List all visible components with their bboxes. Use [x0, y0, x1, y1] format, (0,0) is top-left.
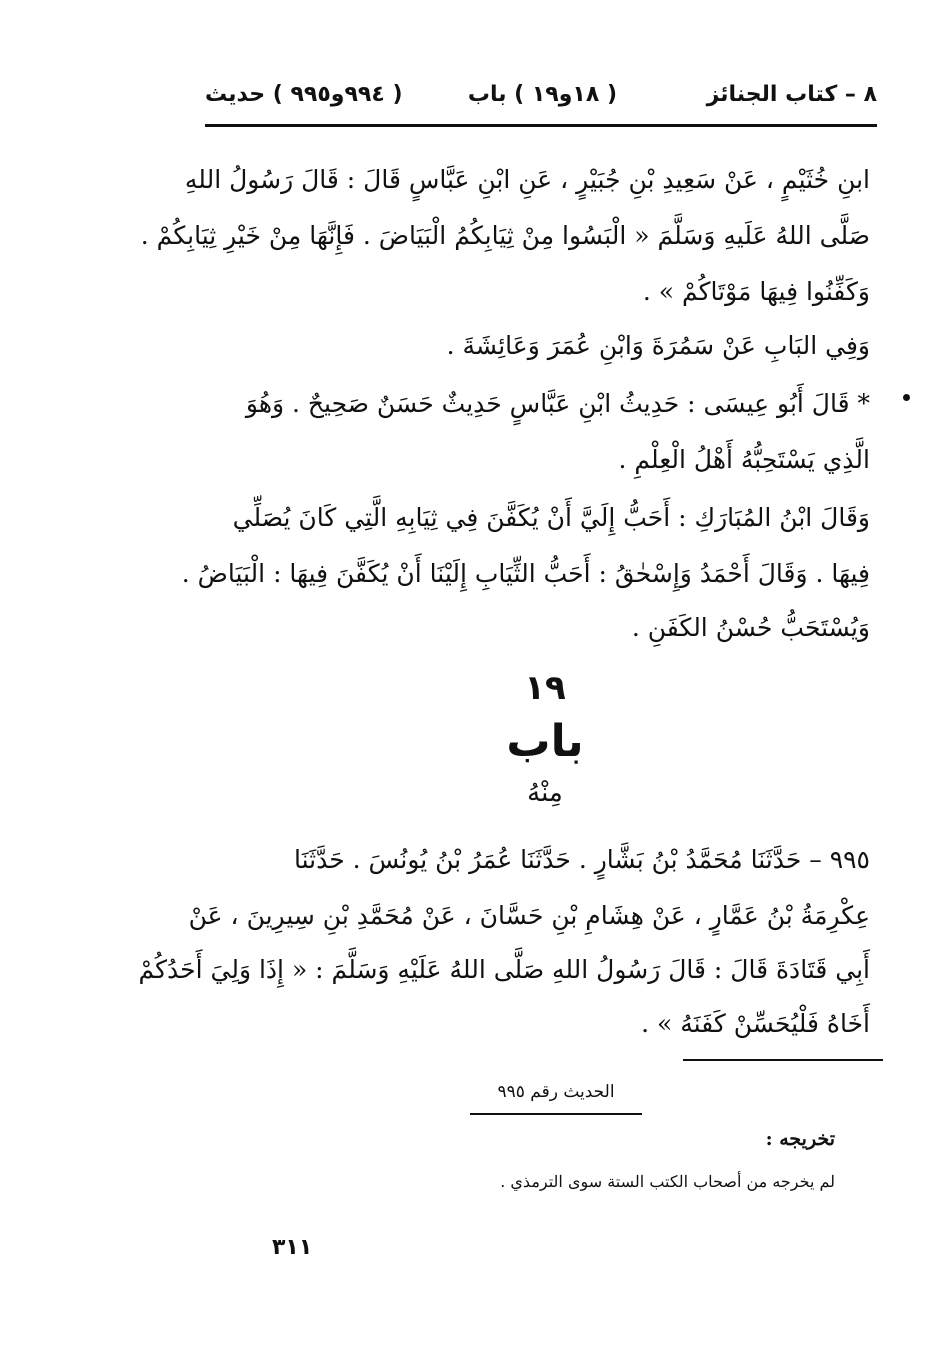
header-divider	[205, 124, 877, 127]
footnote-label: تخريجه :	[765, 1128, 835, 1150]
hadith-line-2: عِكْرِمَةُ بْنُ عَمَّارٍ ، عَنْ هِشَامِ بْنِ حَسَّانَ ، عَنْ مُحَمَّدِ بْنِ سِيرِينَ ، عَنْ	[188, 901, 870, 930]
body-line-4: وَفِي البَابِ عَنْ سَمُرَةَ وَابْنِ عُمَرَ وَعَائِشَةَ .	[446, 331, 870, 360]
header-hadith-range: ( ٩٩٤و٩٩٥ ) حديث	[205, 82, 403, 107]
hadith-line-4: أَخَاهُ فَلْيُحَسِّنْ كَفَنَهُ » .	[641, 1009, 870, 1038]
body-line-1: ابنِ خُثَيْمٍ ، عَنْ سَعِيدِ بْنِ جُبَيْرٍ ، عَنِ ابْنِ عَبَّاسٍ قَالَ : قَالَ رَسُولُ اللهِ	[184, 165, 870, 194]
chapter-title: باب	[506, 716, 584, 767]
hadith-line-1: ٩٩٥ – حَدَّثَنَا مُحَمَّدُ بْنُ بَشَّارٍ . حَدَّثَنَا عُمَرُ بْنُ يُونُسَ . حَدَّثَنَا	[293, 845, 870, 874]
body-line-3: وَكَفِّنُوا فِيهَا مَوْتَاكُمْ » .	[642, 277, 870, 306]
footnote-title-underline	[470, 1113, 642, 1115]
header-chapter-range: ( ١٨و١٩ ) باب	[467, 82, 617, 107]
body-line-6: الَّذِي يَسْتَحِبُّهُ أَهْلُ الْعِلْمِ .	[618, 445, 870, 474]
footnote-title: الحديث رقم ٩٩٥	[497, 1082, 615, 1102]
body-line-8: فِيهَا . وَقَالَ أَحْمَدُ وَإِسْحٰقُ : أَحَبُّ الثِّيَابِ إِلَيْنَا أَنْ يُكَفَّنَ فِيهَا : الْبَيَاضُ .	[181, 559, 870, 588]
body-line-7: وَقَالَ ابْنُ المُبَارَكِ : أَحَبُّ إِلَيَّ أَنْ يُكَفَّنَ فِي ثِيَابِهِ الَّتِي كَانَ يُصَلِّي	[232, 503, 870, 532]
body-line-5: * قَالَ أَبُو عِيسَى : حَدِيثُ ابْنِ عَبَّاسٍ حَدِيثٌ حَسَنٌ صَحِيحٌ . وَهُوَ	[245, 389, 870, 418]
header-book-title: ٨ – كتاب الجنائز	[706, 82, 877, 107]
chapter-number: ١٩	[524, 668, 566, 708]
body-line-2: صَلَّى اللهُ عَلَيهِ وَسَلَّمَ « الْبَسُوا مِنْ ثِيَابِكُمُ الْبَيَاضَ . فَإِنَّهَا مِنْ خَيْرِ ثِيَابِكُمْ .	[140, 221, 870, 250]
margin-dot	[903, 394, 910, 401]
chapter-subtitle: مِنْهُ	[527, 778, 563, 808]
body-line-9: وَيُسْتَحَبُّ حُسْنُ الكَفَنِ .	[631, 613, 870, 642]
hadith-line-3: أَبِي قَتَادَةَ قَالَ : قَالَ رَسُولُ اللهِ صَلَّى اللهُ عَلَيْهِ وَسَلَّمَ : « إِذَا وَلِيَ أَحَدُكُمْ	[138, 955, 870, 984]
footnote-text: لم يخرجه من أصحاب الكتب الستة سوى الترمذي .	[500, 1172, 835, 1191]
running-header	[205, 82, 877, 116]
page-number: ٣١١	[272, 1235, 313, 1260]
footnote-divider	[683, 1059, 883, 1061]
